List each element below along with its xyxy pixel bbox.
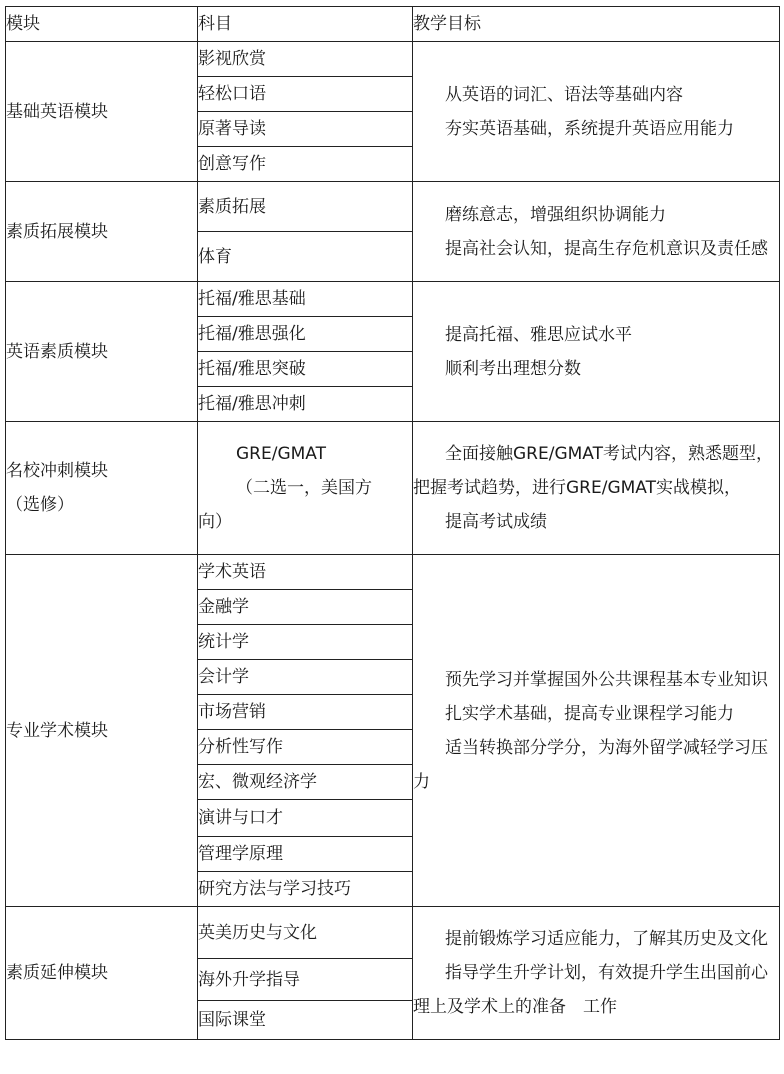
subject-cell <box>198 422 413 555</box>
table-row <box>6 907 780 959</box>
subject-cell: 影视欣赏 <box>198 42 413 77</box>
subject-cell: 托福/雅思基础 <box>198 282 413 317</box>
subject-line: 向） <box>198 512 232 532</box>
subject-cell: 英美历史与文化 <box>198 907 413 959</box>
subject-cell: 金融学 <box>198 590 413 625</box>
objective-cell <box>413 907 780 1040</box>
subject-cell: 海外升学指导 <box>198 959 413 1001</box>
objective-line: 提高社会认知，提高生存危机意识及责任感 <box>445 238 768 259</box>
module-name: 英语素质模块 <box>6 341 108 362</box>
module-cell <box>6 282 198 422</box>
objective-cell <box>413 422 780 555</box>
subject-cell: 国际课堂 <box>198 1001 413 1040</box>
module-name: 素质延伸模块 <box>6 963 108 983</box>
objective-line: 适当转换部分学分，为海外留学减轻学习压力 <box>413 737 768 792</box>
subject-cell: 宏、微观经济学 <box>198 765 413 800</box>
module-name: 名校冲刺模块 <box>6 461 108 481</box>
subject-cell: 轻松口语 <box>198 77 413 112</box>
objective-line: 提高考试成绩 <box>445 512 547 532</box>
objective-line: 提前锻炼学习适应能力，了解其历史及文化 <box>445 929 768 949</box>
table-row <box>6 282 780 317</box>
objective-cell <box>413 42 780 182</box>
subject-cell: 管理学原理 <box>198 837 413 872</box>
objective-line: 指导学生升学计划，有效提升学生出国前心理上及学术上的准备 工作 <box>413 963 768 1017</box>
subject-line: （二选一，美国方 <box>236 478 372 498</box>
subject-cell: 统计学 <box>198 625 413 660</box>
table-row <box>6 42 780 77</box>
subject-cell: 托福/雅思强化 <box>198 317 413 352</box>
table-row <box>6 555 780 590</box>
subject-cell: 研究方法与学习技巧 <box>198 872 413 907</box>
subject-cell: 素质拓展 <box>198 182 413 232</box>
objective-line: 扎实学术基础，提高专业课程学习能力 <box>445 703 734 724</box>
objective-line: 顺利考出理想分数 <box>445 358 581 379</box>
objective-line: 提高托福、雅思应试水平 <box>445 324 632 345</box>
subject-cell: 体育 <box>198 232 413 282</box>
header-objective: 教学目标 <box>413 7 780 42</box>
header-row <box>6 7 780 42</box>
subject-cell: 学术英语 <box>198 555 413 590</box>
module-name: 专业学术模块 <box>6 720 108 741</box>
subject-cell: 创意写作 <box>198 147 413 182</box>
table-row <box>6 182 780 232</box>
module-cell <box>6 182 198 282</box>
subject-cell: 分析性写作 <box>198 730 413 765</box>
module-note: （选修） <box>6 495 74 515</box>
objective-line: 全面接触GRE/GMAT考试内容，熟悉题型，把握考试趋势，进行GRE/GMAT实战模拟， <box>413 444 773 498</box>
header-subject: 科目 <box>198 7 413 42</box>
module-cell <box>6 907 198 1040</box>
objective-cell <box>413 282 780 422</box>
objective-line: 夯实英语基础，系统提升英语应用能力 <box>445 118 734 139</box>
objective-line: 从英语的词汇、语法等基础内容 <box>445 84 683 105</box>
table-row <box>6 422 780 555</box>
subject-cell: 托福/雅思冲刺 <box>198 387 413 422</box>
objective-line: 磨练意志，增强组织协调能力 <box>445 204 666 225</box>
subject-cell: 会计学 <box>198 660 413 695</box>
objective-cell <box>413 555 780 907</box>
header-module: 模块 <box>6 7 198 42</box>
objective-cell <box>413 182 780 282</box>
module-cell <box>6 42 198 182</box>
curriculum-table <box>5 6 780 1040</box>
objective-line: 预先学习并掌握国外公共课程基本专业知识 <box>445 669 768 690</box>
subject-cell: 市场营销 <box>198 695 413 730</box>
subject-cell: 原著导读 <box>198 112 413 147</box>
subject-cell: 托福/雅思突破 <box>198 352 413 387</box>
module-name: 基础英语模块 <box>6 101 108 122</box>
module-name: 素质拓展模块 <box>6 221 108 242</box>
module-cell <box>6 555 198 907</box>
subject-cell: 演讲与口才 <box>198 800 413 837</box>
module-cell <box>6 422 198 555</box>
subject-line: GRE/GMAT <box>236 444 326 464</box>
